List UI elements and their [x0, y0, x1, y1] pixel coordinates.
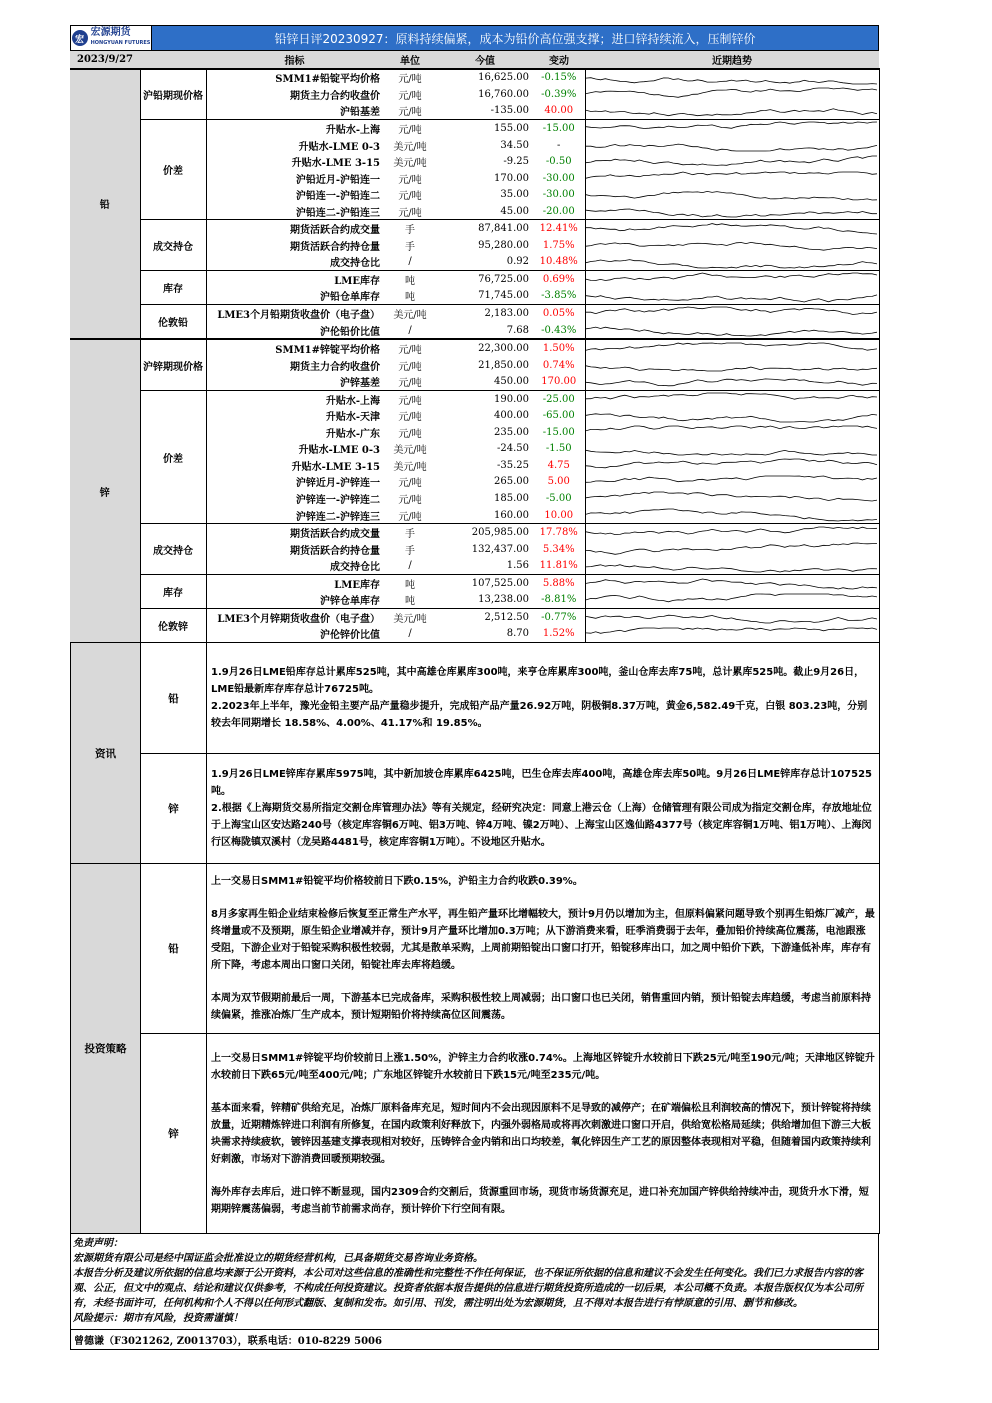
sparkline-icon	[586, 305, 879, 321]
table-row	[70, 271, 879, 288]
unit-cell: /	[408, 256, 412, 268]
value-cell: 2,183.00	[437, 305, 533, 322]
indicator-cell: 升贴水-上海	[206, 390, 383, 407]
value-cell: 16,760.00	[478, 88, 529, 100]
sparkline-icon	[586, 424, 879, 440]
group-label: 库存	[140, 271, 206, 305]
news-zinc-p1: 1.9月26日LME锌库存累库5975吨，其中新加坡仓库累库6425吨，巴生仓库去库400吨，高雄仓库去库50吨。9月26日LME锌库存总计107525吨。	[211, 769, 873, 798]
strategy-zinc-p2: 基本面来看，锌精矿供给充足，冶炼厂原料备库充足，短时间内不会出现因原料不足导致的减停产；在矿端偏松且利润较高的情况下，预计锌锭将持续放量，近期精炼锌进口利润有所修复，在国内政策利好释放下，内强外弱格局或将再次刺激进口窗口开启，供给宽松格局延续；供给增加但下游三大板块需求持续疲软，镀锌因基建支撑表现相对较好，压铸锌合金内销和出口均较差，氧化锌因生产工艺的原因整体表现相对平稳，但随着国内政策持续利好刺激，市场对下游消费回暖预期较强。	[211, 1102, 871, 1165]
value-cell: 450.00	[494, 376, 529, 388]
indicator-cell: LME3个月锌期货收盘价（电子盘）	[206, 609, 383, 626]
change-cell: 170.00	[541, 376, 577, 388]
trend-sparkline	[585, 457, 879, 474]
unit-cell: 美元/吨	[393, 141, 427, 153]
sparkline-icon	[586, 408, 879, 424]
unit-cell: 吨	[405, 596, 415, 608]
indicator-cell: 沪锌连二-沪锌连三	[295, 511, 380, 523]
sparkline-icon	[586, 103, 879, 119]
news-lead-p2: 2.2023年上半年，豫光金铅主要产品产量稳步提升，完成铅产品产量26.92万吨，阴极铜8.37万吨，黄金6,582.49千克，白银 803.23吨，分别较去年同期增长 18.58%、4.00%、41.17%和 19.85%。	[211, 701, 868, 730]
unit-cell: 美元/吨	[393, 461, 427, 473]
logo-name: 宏源期货	[90, 27, 131, 38]
value-cell: 87,841.00	[437, 220, 533, 237]
trend-sparkline	[585, 103, 879, 120]
value-cell: 205,985.00	[437, 524, 533, 541]
column-indicator: 指标	[206, 51, 383, 69]
sparkline-icon	[586, 322, 879, 338]
value-cell: 190.00	[437, 390, 533, 407]
value-cell: 185.00	[494, 492, 529, 504]
value-cell: 400.00	[494, 410, 529, 422]
indicator-cell: 成交持仓比	[330, 258, 380, 270]
value-cell: 265.00	[494, 476, 529, 488]
unit-cell: /	[408, 324, 412, 336]
indicator-cell: 沪锌仓单库存	[320, 596, 380, 608]
indicator-cell: 沪铅仓单库存	[320, 292, 380, 304]
group-label: 沪锌期现价格	[140, 339, 206, 390]
trend-sparkline	[585, 203, 879, 220]
table-row	[70, 220, 879, 237]
section-label: 锌	[70, 339, 140, 642]
sparkline-icon	[586, 86, 879, 102]
value-cell: 13,238.00	[478, 594, 529, 606]
sparkline-icon	[586, 441, 879, 457]
unit-cell: 美元/吨	[383, 609, 437, 626]
group-label: 沪铅期现价格	[140, 69, 206, 120]
unit-cell: 元/吨	[398, 511, 422, 523]
strategy-lead-label: 铅	[141, 864, 207, 1034]
change-cell: -15.00	[542, 426, 575, 438]
trend-sparkline	[585, 69, 879, 87]
table-row	[70, 69, 879, 87]
trend-sparkline	[585, 574, 879, 591]
change-cell: -5.00	[545, 492, 572, 504]
indicator-cell: 沪伦锌价比值	[320, 630, 380, 642]
indicator-cell: 期货活跃合约成交量	[206, 524, 383, 541]
indicator-cell: 沪锌基差	[340, 378, 380, 390]
trend-sparkline	[585, 490, 879, 507]
sparkline-icon	[586, 609, 879, 625]
trend-sparkline	[585, 237, 879, 254]
indicator-cell: 升贴水-LME 3-15	[291, 158, 380, 170]
unit-cell: 元/吨	[398, 494, 422, 506]
trend-sparkline	[585, 541, 879, 558]
news-section-label: 资讯	[71, 643, 141, 864]
trend-sparkline	[585, 557, 879, 574]
sparkline-icon	[586, 374, 879, 390]
sparkline-icon	[586, 341, 879, 357]
report-date: 2023/9/27	[70, 51, 140, 69]
disclaimer-p2: 本报告分析及建议所依据的信息均来源于公开资料，本公司对这些信息的准确性和完整性不作任何保证，也不保证所依据的信息和建议不会发生任何变化。我们已力求报告内容的客观、公正，但文中的观点、结论和建议仅供参考，不构成任何投资建议。投资者依据本报告提供的信息进行期货投资所造成的一切后果，本公司概不负责。本报告版权仅为本公司所有，未经书面许可，任何机构和个人不得以任何形式翻版、复制和发布。如引用、刊发，需注明出处为宏源期货，且不得对本报告进行有悖原意的引用、删节和修改。	[73, 1268, 863, 1310]
trend-sparkline	[585, 609, 879, 626]
change-cell: 12.41%	[533, 220, 585, 237]
analyst-contact: 曾德谦（F3021262, Z0013703），联系电话：010-8229 5006	[70, 1330, 879, 1350]
change-cell: -0.77%	[533, 609, 585, 626]
indicator-cell: 沪铅连一-沪铅连二	[295, 191, 380, 203]
trend-sparkline	[585, 441, 879, 458]
trend-sparkline	[585, 626, 879, 643]
sparkline-icon	[586, 391, 879, 407]
unit-cell: 吨	[383, 574, 437, 591]
change-cell: 5.00	[547, 476, 570, 488]
indicator-cell: 升贴水-广东	[325, 428, 380, 440]
sparkline-icon	[586, 170, 879, 186]
trend-sparkline	[585, 390, 879, 407]
table-row	[70, 524, 879, 541]
change-cell: 1.50%	[533, 339, 585, 357]
table-row	[70, 574, 879, 591]
unit-cell: 手	[405, 241, 415, 253]
unit-cell: 美元/吨	[383, 305, 437, 322]
indicator-cell: 升贴水-天津	[325, 412, 380, 424]
indicator-cell: LME库存	[206, 271, 383, 288]
sparkline-icon	[586, 120, 879, 136]
trend-sparkline	[585, 357, 879, 374]
trend-sparkline	[585, 170, 879, 187]
change-cell: 17.78%	[533, 524, 585, 541]
indicator-cell: 成交持仓比	[330, 562, 380, 574]
group-label: 价差	[140, 390, 206, 523]
company-logo	[71, 26, 152, 50]
column-unit: 单位	[383, 51, 437, 69]
unit-cell: 手	[383, 220, 437, 237]
sparkline-icon	[586, 592, 879, 608]
value-cell: 16,625.00	[437, 69, 533, 87]
table-row	[70, 609, 879, 626]
sparkline-icon	[586, 457, 879, 473]
change-cell: -3.85%	[541, 290, 577, 302]
group-label: 库存	[140, 574, 206, 608]
change-cell: 1.52%	[542, 628, 575, 640]
disclaimer-p3: 风险提示：期市有风险，投资需谨慎！	[73, 1313, 243, 1325]
unit-cell: 元/吨	[398, 378, 422, 390]
unit-cell: 美元/吨	[393, 445, 427, 457]
change-cell: 4.75	[547, 459, 570, 471]
change-cell: 5.34%	[542, 543, 575, 555]
unit-cell: 元/吨	[398, 191, 422, 203]
logo-subtitle: HONGYUAN FUTURES	[90, 40, 151, 46]
trend-sparkline	[585, 220, 879, 237]
unit-cell: 元/吨	[398, 478, 422, 490]
change-cell: 40.00	[544, 105, 574, 117]
value-cell: -35.25	[496, 459, 529, 471]
strategy-lead-text	[207, 864, 880, 1034]
change-cell: -65.00	[542, 410, 575, 422]
unit-cell: 吨	[405, 292, 415, 304]
indicator-cell: 沪伦铅价比值	[320, 326, 380, 338]
sparkline-icon	[586, 70, 879, 86]
sparkline-icon	[586, 203, 879, 219]
sparkline-icon	[586, 288, 879, 304]
column-change: 变动	[533, 51, 585, 69]
disclaimer	[70, 1234, 879, 1330]
change-cell: -0.43%	[541, 324, 577, 336]
value-cell: 132,437.00	[471, 543, 529, 555]
sparkline-icon	[586, 525, 879, 541]
trend-sparkline	[585, 592, 879, 609]
value-cell: 95,280.00	[478, 239, 529, 251]
trend-sparkline	[585, 186, 879, 203]
unit-cell: /	[408, 560, 412, 572]
change-cell: -0.15%	[533, 69, 585, 87]
trend-sparkline	[585, 288, 879, 305]
value-cell: -9.25	[503, 156, 529, 168]
news-lead-label: 铅	[141, 643, 207, 754]
value-cell: 76,725.00	[437, 271, 533, 288]
unit-cell: 元/吨	[398, 428, 422, 440]
indicator-cell: LME3个月铅期货收盘价（电子盘）	[206, 305, 383, 322]
data-table-body	[70, 51, 879, 642]
change-cell: 0.74%	[542, 359, 575, 371]
trend-sparkline	[585, 137, 879, 154]
trend-sparkline	[585, 86, 879, 103]
value-cell: 45.00	[500, 205, 529, 217]
trend-sparkline	[585, 424, 879, 441]
change-cell: -8.81%	[541, 594, 577, 606]
indicator-cell: 沪锌近月-沪锌连一	[295, 478, 380, 490]
trend-sparkline	[585, 373, 879, 390]
change-cell: -0.39%	[541, 88, 577, 100]
indicator-cell: SMM1#锌锭平均价格	[206, 339, 383, 357]
group-label: 伦敦锌	[140, 609, 206, 643]
sparkline-icon	[586, 474, 879, 490]
group-label: 伦敦铅	[140, 305, 206, 340]
value-cell: -135.00	[490, 105, 529, 117]
unit-cell: 手	[405, 545, 415, 557]
report-header	[70, 25, 879, 51]
indicator-cell: 沪铅基差	[340, 107, 380, 119]
value-cell: 2,512.50	[437, 609, 533, 626]
change-cell: -30.00	[542, 189, 575, 201]
column-trend: 近期趋势	[585, 51, 879, 69]
change-cell: -30.00	[542, 172, 575, 184]
indicator-cell: 升贴水-LME 0-3	[298, 445, 380, 457]
trend-sparkline	[585, 524, 879, 541]
indicator-cell: 期货活跃合约持仓量	[290, 545, 380, 557]
unit-cell: 元/吨	[383, 339, 437, 357]
sparkline-icon	[586, 575, 879, 591]
news-table	[70, 642, 880, 1234]
value-cell: 21,850.00	[478, 359, 529, 371]
indicator-cell: 沪锌连一-沪锌连二	[295, 494, 380, 506]
indicator-cell: 升贴水-LME 3-15	[291, 461, 380, 473]
strategy-section-label: 投资策略	[71, 864, 141, 1234]
sparkline-icon	[586, 137, 879, 153]
change-cell: 0.69%	[533, 271, 585, 288]
trend-sparkline	[585, 254, 879, 271]
column-header-row	[70, 51, 879, 69]
disclaimer-p1: 宏源期货有限公司是经中国证监会批准设立的期货经营机构，已具备期货交易咨询业务资格。	[73, 1253, 483, 1265]
sparkline-icon	[586, 490, 879, 506]
news-zinc-p2: 2.根据《上海期货交易所指定交割仓库管理办法》等有关规定，经研究决定：同意上港云仓（上海）仓储管理有限公司成为指定交割仓库，存放地址位于上海宝山区安达路240号（核定库容铜6万吨、铝3万吨、锌4万吨、镍2万吨）、上海宝山区逸仙路4377号（核定库容铜1万吨、铝1万吨）、上海闵行区梅陇镇双溪村（龙吴路4481号，核定库容铜1万吨）。不设地区升贴水。	[211, 803, 872, 849]
trend-sparkline	[585, 120, 879, 137]
trend-sparkline	[585, 153, 879, 170]
strategy-zinc-label: 锌	[141, 1034, 207, 1234]
value-cell: 155.00	[437, 120, 533, 137]
indicator-cell: 升贴水-上海	[206, 120, 383, 137]
sparkline-icon	[586, 237, 879, 253]
value-cell: 235.00	[494, 426, 529, 438]
unit-cell: 元/吨	[383, 390, 437, 407]
section-label: 铅	[70, 69, 140, 340]
value-cell: 7.68	[506, 324, 529, 336]
indicator-cell: SMM1#铅锭平均价格	[206, 69, 383, 87]
indicator-cell: 期货活跃合约持仓量	[290, 241, 380, 253]
trend-sparkline	[585, 322, 879, 340]
report-sheet	[70, 25, 879, 1350]
news-lead-text	[207, 643, 880, 754]
unit-cell: 元/吨	[398, 361, 422, 373]
unit-cell: 元/吨	[398, 207, 422, 219]
change-cell: 10.00	[544, 509, 574, 521]
strategy-lead-p1: 上一交易日SMM1#铅锭平均价格较前日下跌0.15%，沪铅主力合约收跌0.39%。	[211, 876, 583, 888]
unit-cell: 吨	[383, 271, 437, 288]
trend-sparkline	[585, 339, 879, 357]
sparkline-icon	[586, 221, 879, 237]
sparkline-icon	[586, 271, 879, 287]
unit-cell: 手	[383, 524, 437, 541]
sparkline-icon	[586, 357, 879, 373]
change-cell: 1.75%	[542, 239, 575, 251]
sparkline-icon	[586, 541, 879, 557]
news-zinc-label: 锌	[141, 754, 207, 864]
unit-cell: 元/吨	[383, 69, 437, 87]
indicator-cell: 沪铅近月-沪铅连一	[295, 174, 380, 186]
sparkline-icon	[586, 626, 879, 642]
strategy-zinc-text	[207, 1034, 880, 1234]
logo-mark-icon: 宏	[72, 30, 88, 46]
strategy-zinc-p3: 海外库存去库后，进口锌不断显现，国内2309合约交割后，货源重回市场，现货市场货源充足，进口补充加国产锌供给持续冲击，现货升水下滑，短期期锌震荡偏弱，考虑当前节前需求尚存，预计锌价下行空间有限。	[211, 1186, 869, 1215]
table-row	[70, 305, 879, 322]
value-cell: 8.70	[506, 628, 529, 640]
unit-cell: 美元/吨	[393, 158, 427, 170]
strategy-zinc-p1: 上一交易日SMM1#锌锭平均价较前日上涨1.50%，沪锌主力合约收涨0.74%。上海地区锌锭升水较前日下跌25元/吨至190元/吨；天津地区锌锭升水较前日下跌65元/吨至400元/吨；广东地区锌锭升水较前日下跌15元/吨至235元/吨。	[211, 1052, 875, 1081]
sparkline-icon	[586, 558, 879, 574]
strategy-lead-p3: 本周为双节假期前最后一周，下游基本已完成备库，采购积极性较上周减弱；出口窗口也已关闭，销售重回内销，预计铅锭去库趋缓，考虑当前原料持续偏紧，推涨冶炼厂生产成本，预计短期铅价将持续高位区间震荡。	[211, 993, 871, 1022]
strategy-lead-p2: 8月多家再生铅企业结束检修后恢复至正常生产水平，再生铅产量环比增幅较大，预计9月仍以增加为主，但原料偏紧问题导致个别再生铅炼厂减产，最终增量或不及预期，原生铅企业增减并存，预计9月产量环比增加0.3万吨；从下游消费来看，旺季消费弱于去年，叠加铅价持续高位震荡，电池跟涨受阻，下游企业对于铅锭采购积极性较弱，尤其是散单采购，上周前期铅锭出口窗口打开，铅锭移库出口，加之周中铅价下跌，下游逢低补库，库存有所下降，考虑本周出口窗口关闭，铅锭社库去库将趋缓。	[211, 909, 875, 972]
trend-sparkline	[585, 407, 879, 424]
indicator-cell: 期货主力合约收盘价	[290, 90, 380, 102]
value-cell: 160.00	[494, 509, 529, 521]
unit-cell: 元/吨	[383, 120, 437, 137]
value-cell: 35.00	[500, 189, 529, 201]
change-cell: -20.00	[542, 205, 575, 217]
change-cell: 10.48%	[539, 256, 578, 268]
change-cell: 0.05%	[533, 305, 585, 322]
value-cell: 107,525.00	[437, 574, 533, 591]
change-cell: -	[557, 139, 561, 151]
table-row	[70, 339, 879, 357]
change-cell: -15.00	[533, 120, 585, 137]
trend-sparkline	[585, 474, 879, 491]
value-cell: 1.56	[506, 560, 529, 572]
group-label: 成交持仓	[140, 220, 206, 271]
indicator-cell: 期货活跃合约成交量	[206, 220, 383, 237]
change-cell: -1.50	[545, 443, 572, 455]
news-lead-p1: 1.9月26日LME铅库存总计累库525吨，其中高雄仓库累库300吨，来亨仓库累库300吨，釜山仓库去库75吨，总计累库525吨。截止9月26日，LME铅最新库存库存总计76725吨。	[211, 667, 865, 696]
trend-sparkline	[585, 305, 879, 322]
sparkline-icon	[586, 254, 879, 270]
value-cell: 71,745.00	[478, 290, 529, 302]
disclaimer-title: 免责声明：	[73, 1238, 123, 1250]
sparkline-icon	[586, 154, 879, 170]
indicator-cell: LME库存	[206, 574, 383, 591]
change-cell: -25.00	[533, 390, 585, 407]
value-cell: 0.92	[506, 256, 529, 268]
indicator-cell: 期货主力合约收盘价	[290, 361, 380, 373]
sparkline-icon	[586, 187, 879, 203]
change-cell: -0.50	[545, 156, 572, 168]
news-zinc-text	[207, 754, 880, 864]
unit-cell: 元/吨	[398, 412, 422, 424]
data-table	[70, 51, 880, 642]
trend-sparkline	[585, 507, 879, 524]
unit-cell: 元/吨	[398, 90, 422, 102]
trend-sparkline	[585, 271, 879, 288]
sparkline-icon	[586, 507, 879, 523]
value-cell: 34.50	[500, 139, 529, 151]
unit-cell: /	[408, 628, 412, 640]
report-title: 铅锌日评20230927：原料持续偏紧，成本为铅价高位强支撑；进口锌持续流入，压制锌价	[152, 26, 878, 50]
column-value: 今值	[437, 51, 533, 69]
value-cell: 170.00	[494, 172, 529, 184]
table-row	[70, 390, 879, 407]
unit-cell: 元/吨	[398, 107, 422, 119]
indicator-cell: 沪铅连二-沪铅连三	[295, 207, 380, 219]
group-label: 价差	[140, 120, 206, 220]
value-cell: -24.50	[496, 443, 529, 455]
table-row	[70, 120, 879, 137]
unit-cell: 元/吨	[398, 174, 422, 186]
indicator-cell: 升贴水-LME 0-3	[298, 141, 380, 153]
group-label: 成交持仓	[140, 524, 206, 575]
change-cell: 11.81%	[539, 560, 578, 572]
value-cell: 22,300.00	[437, 339, 533, 357]
change-cell: 5.88%	[533, 574, 585, 591]
